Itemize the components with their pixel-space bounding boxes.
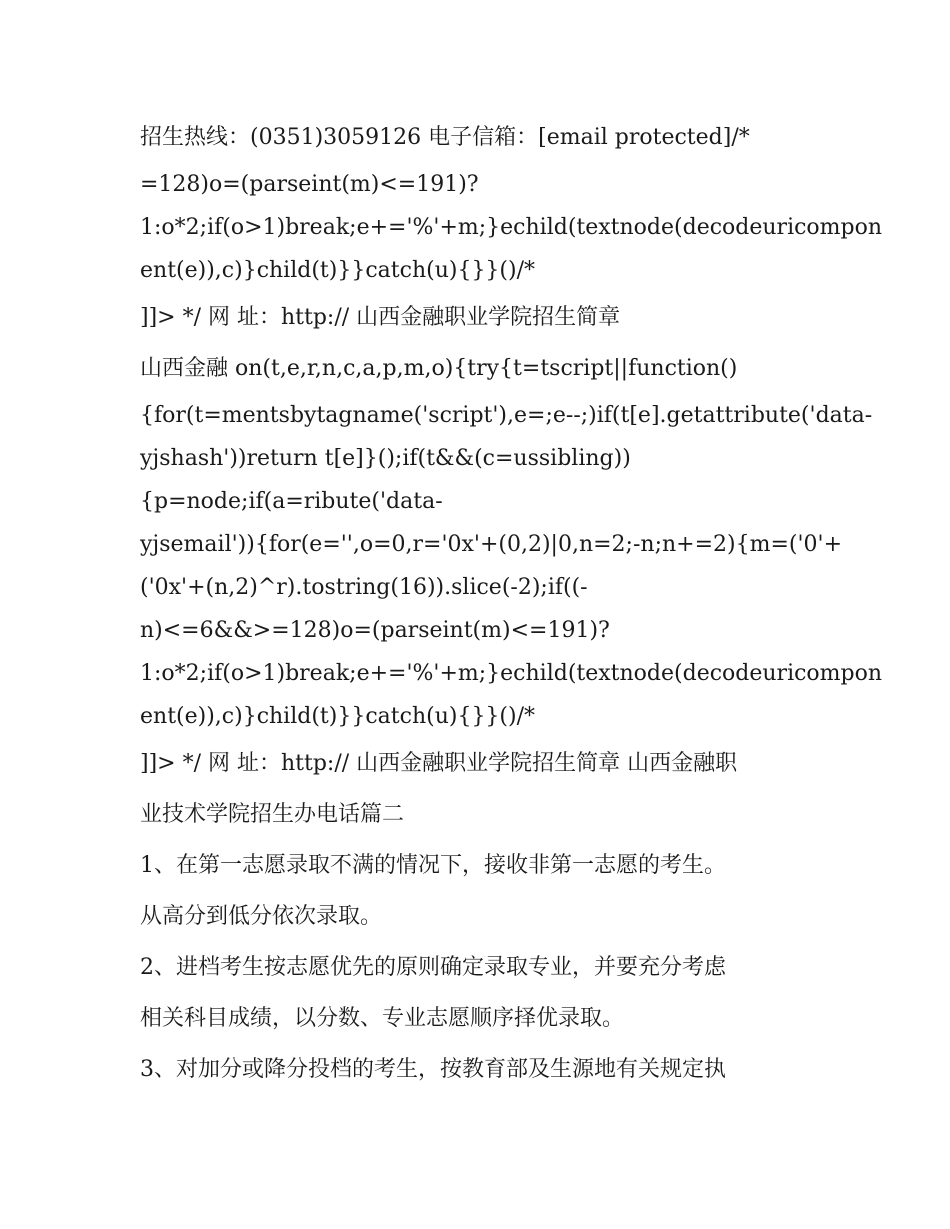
text-line: ('0x'+(n,2)^r).tostring(16)).slice(-2);if((- [140,575,588,600]
text-line: n)<=6&&>=128)o=(parseint(m)<=191)? [140,618,610,643]
text-line: 从高分到低分依次录取。 [140,904,383,929]
text-line: ent(e)),c)}child(t)}}catch(u){}}()/* [140,258,536,283]
text-line: ]]> */ 网 址：http:// 山西金融职业学院招生简章 山西金融职 [140,751,738,776]
text-line: yjsemail')){for(e='',o=0,r='0x'+(0,2)|0,n=2;-n;n+=2){m=('0'+ [140,532,843,557]
text-line: 3、对加分或降分投档的考生，按教育部及生源地有关规定执 [140,1057,726,1082]
text-line: 2、进档考生按志愿优先的原则确定录取专业，并要充分考虑 [140,955,726,980]
text-line: {p=node;if(a=ribute('data- [140,489,443,514]
text-line: ent(e)),c)}child(t)}}catch(u){}}()/* [140,704,536,729]
text-line: 1:o*2;if(o>1)break;e+='%'+m;}echild(textnode(decodeuricompon [140,215,883,240]
text-line: 1、在第一志愿录取不满的情况下，接收非第一志愿的考生。 [140,853,726,878]
text-line: {for(t=mentsbytagname('script'),e=;e--;)if(t[e].getattribute('data- [140,403,873,428]
text-line: 招生热线：(0351)3059126 电子信箱：[email protected]/* [140,125,750,150]
text-line: ]]> */ 网 址：http:// 山西金融职业学院招生简章 [140,305,621,330]
text-line: 业技术学院招生办电话篇二 [140,802,405,827]
text-line: yjshash'))return t[e]}();if(t&&(c=ussibling)) [140,446,631,471]
document-body [140,112,883,1095]
text-line: 1:o*2;if(o>1)break;e+='%'+m;}echild(textnode(decodeuricompon [140,661,883,686]
text-line: 相关科目成绩，以分数、专业志愿顺序择优录取。 [140,1006,625,1031]
text-line: 山西金融 on(t,e,r,n,c,a,p,m,o){try{t=tscript||function() [140,356,738,381]
text-line: =128)o=(parseint(m)<=191)? [140,172,479,197]
